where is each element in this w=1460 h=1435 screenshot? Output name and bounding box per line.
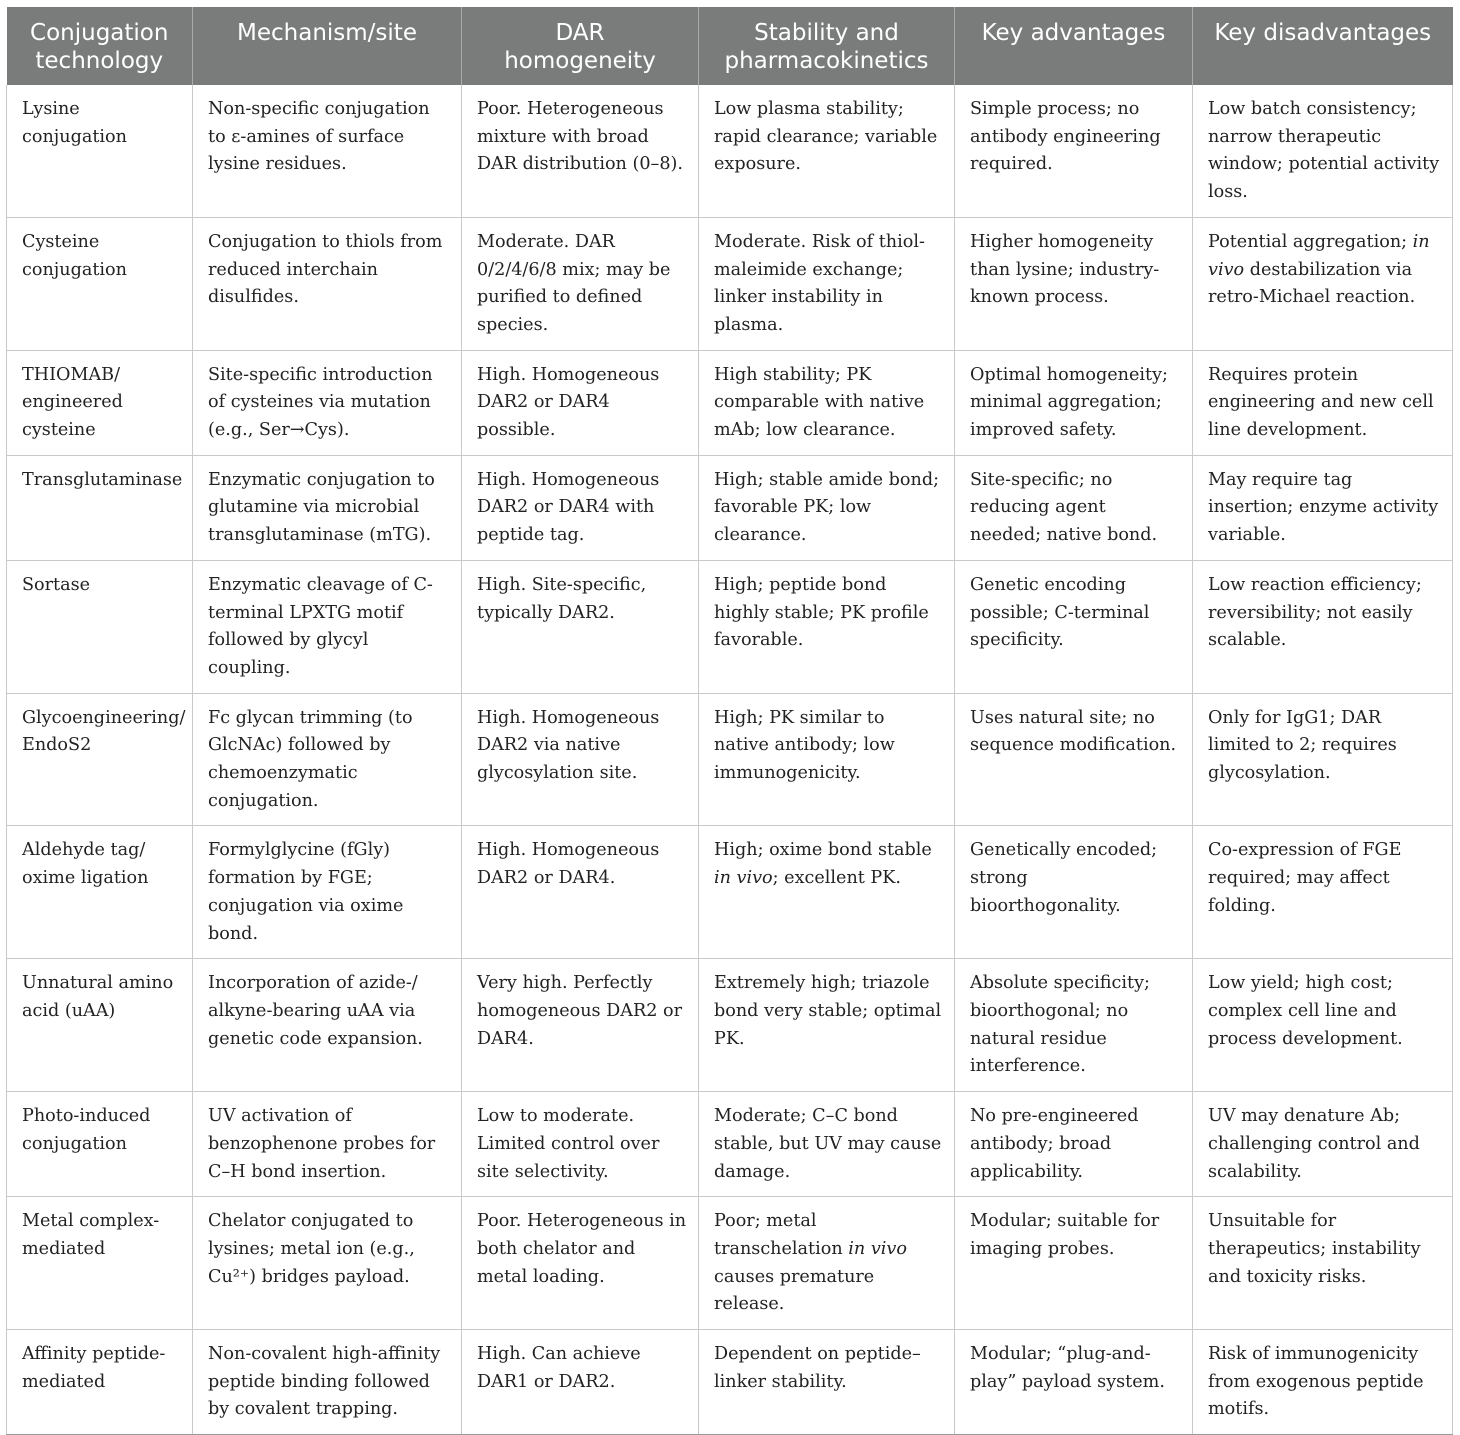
- cell-mechanism: Site-specific introduction of cysteines via mutation (e.g., Ser→Cys).: [193, 350, 462, 455]
- cell-stability: High; PK similar to native antibody; low immunogenicity.: [699, 693, 955, 826]
- cell-technology: Transglutaminase: [7, 455, 193, 560]
- cell-technology: Affinity peptide-mediated: [7, 1330, 193, 1435]
- table-body: [7, 85, 1453, 1435]
- cell-dar: Poor. Heterogeneous in both chelator and metal loading.: [462, 1197, 699, 1330]
- cell-stability: [699, 826, 955, 959]
- cell-advantages: Higher homogeneity than lysine; industry-known process.: [955, 217, 1193, 350]
- cell-technology: Unnatural amino acid (uAA): [7, 959, 193, 1092]
- table-row: [7, 1330, 1453, 1435]
- text-run: ; excellent PK.: [772, 868, 902, 889]
- cell-disadvantages: Low yield; high cost; complex cell line and process development.: [1193, 959, 1453, 1092]
- cell-stability: High stability; PK comparable with native mAb; low clearance.: [699, 350, 955, 455]
- cell-disadvantages: Requires protein engineering and new cell line development.: [1193, 350, 1453, 455]
- text-run: High; oxime bond stable: [714, 840, 932, 861]
- cell-disadvantages: Risk of immunogenicity from exogenous peptide motifs.: [1193, 1330, 1453, 1435]
- column-header-stability: Stability and pharmacokinetics: [699, 7, 955, 85]
- cell-mechanism: Formylglycine (fGly) formation by FGE; conjugation via oxime bond.: [193, 826, 462, 959]
- cell-disadvantages: Low batch consistency; narrow therapeutic window; potential activity loss.: [1193, 85, 1453, 217]
- table-row: [7, 560, 1453, 693]
- cell-stability: [699, 1197, 955, 1330]
- cell-advantages: Uses natural site; no sequence modification.: [955, 693, 1193, 826]
- cell-dar: High. Homogeneous DAR2 via native glycosylation site.: [462, 693, 699, 826]
- cell-technology: THIOMAB/ engineered cysteine: [7, 350, 193, 455]
- cell-disadvantages: Unsuitable for therapeutics; instability and toxicity risks.: [1193, 1197, 1453, 1330]
- cell-technology: Sortase: [7, 560, 193, 693]
- text-run: Potential aggregation;: [1208, 231, 1413, 252]
- cell-advantages: Site-specific; no reducing agent needed; native bond.: [955, 455, 1193, 560]
- table-row: [7, 693, 1453, 826]
- column-header-disadvantages: Key disadvantages: [1193, 7, 1453, 85]
- cell-technology: Metal complex-mediated: [7, 1197, 193, 1330]
- cell-dar: High. Homogeneous DAR2 or DAR4.: [462, 826, 699, 959]
- conjugation-technology-table: [6, 7, 1453, 1435]
- cell-technology: Cysteine conjugation: [7, 217, 193, 350]
- cell-dar: High. Site-specific, typically DAR2.: [462, 560, 699, 693]
- cell-dar: High. Homogeneous DAR2 or DAR4 with peptide tag.: [462, 455, 699, 560]
- table-row: [7, 1092, 1453, 1197]
- text-run: Poor; metal transchelation: [714, 1211, 849, 1259]
- column-header-dar: DAR homogeneity: [462, 7, 699, 85]
- column-header-mechanism: Mechanism/site: [193, 7, 462, 85]
- table-row: [7, 1197, 1453, 1330]
- text-run: destabilization via retro-Michael reaction.: [1208, 259, 1416, 308]
- cell-mechanism: Chelator conjugated to lysines; metal ion (e.g., Cu²⁺) bridges payload.: [193, 1197, 462, 1330]
- table-row: [7, 217, 1453, 350]
- text-run: causes premature release.: [714, 1266, 875, 1315]
- cell-stability: Low plasma stability; rapid clearance; variable exposure.: [699, 85, 955, 217]
- comparison-table-container: [6, 7, 1452, 1435]
- cell-advantages: Absolute specificity; bioorthogonal; no natural residue interference.: [955, 959, 1193, 1092]
- header-row: [7, 7, 1453, 85]
- cell-mechanism: Non-specific conjugation to ε-amines of surface lysine residues.: [193, 85, 462, 217]
- cell-technology: Lysine conjugation: [7, 85, 193, 217]
- table-row: [7, 826, 1453, 959]
- cell-dar: High. Can achieve DAR1 or DAR2.: [462, 1330, 699, 1435]
- cell-mechanism: UV activation of benzophenone probes for C–H bond insertion.: [193, 1092, 462, 1197]
- cell-mechanism: Enzymatic cleavage of C-terminal LPXTG motif followed by glycyl coupling.: [193, 560, 462, 693]
- cell-dar: Very high. Perfectly homogeneous DAR2 or DAR4.: [462, 959, 699, 1092]
- cell-dar: Moderate. DAR 0/2/4/6/8 mix; may be purified to defined species.: [462, 217, 699, 350]
- cell-mechanism: Enzymatic conjugation to glutamine via microbial transglutaminase (mTG).: [193, 455, 462, 560]
- cell-advantages: Simple process; no antibody engineering required.: [955, 85, 1193, 217]
- cell-disadvantages: UV may denature Ab; challenging control and scalability.: [1193, 1092, 1453, 1197]
- cell-stability: Extremely high; triazole bond very stable; optimal PK.: [699, 959, 955, 1092]
- column-header-advantages: Key advantages: [955, 7, 1193, 85]
- cell-mechanism: Fc glycan trimming (to GlcNAc) followed by chemoenzymatic conjugation.: [193, 693, 462, 826]
- cell-stability: Dependent on peptide–linker stability.: [699, 1330, 955, 1435]
- table-row: [7, 959, 1453, 1092]
- table-row: [7, 350, 1453, 455]
- italic-text: in vivo: [848, 1238, 907, 1259]
- column-header-technology: Conjugation technology: [7, 7, 193, 85]
- cell-technology: Photo-induced conjugation: [7, 1092, 193, 1197]
- cell-dar: Low to moderate. Limited control over site selectivity.: [462, 1092, 699, 1197]
- cell-stability: Moderate; C–C bond stable, but UV may cause damage.: [699, 1092, 955, 1197]
- cell-dar: High. Homogeneous DAR2 or DAR4 possible.: [462, 350, 699, 455]
- cell-mechanism: Non-covalent high-affinity peptide binding followed by covalent trapping.: [193, 1330, 462, 1435]
- cell-advantages: Optimal homogeneity; minimal aggregation; improved safety.: [955, 350, 1193, 455]
- cell-mechanism: Conjugation to thiols from reduced interchain disulfides.: [193, 217, 462, 350]
- table-header: [7, 7, 1453, 85]
- cell-stability: High; stable amide bond; favorable PK; low clearance.: [699, 455, 955, 560]
- cell-disadvantages: May require tag insertion; enzyme activity variable.: [1193, 455, 1453, 560]
- cell-technology: Glycoengineering/ EndoS2: [7, 693, 193, 826]
- cell-stability: High; peptide bond highly stable; PK profile favorable.: [699, 560, 955, 693]
- cell-advantages: Genetically encoded; strong bioorthogonality.: [955, 826, 1193, 959]
- cell-advantages: No pre-engineered antibody; broad applicability.: [955, 1092, 1193, 1197]
- table-row: [7, 85, 1453, 217]
- cell-mechanism: Incorporation of azide-/ alkyne-bearing uAA via genetic code expansion.: [193, 959, 462, 1092]
- cell-disadvantages: Co-expression of FGE required; may affect folding.: [1193, 826, 1453, 959]
- cell-disadvantages: [1193, 217, 1453, 350]
- cell-advantages: Genetic encoding possible; C-terminal specificity.: [955, 560, 1193, 693]
- cell-disadvantages: Only for IgG1; DAR limited to 2; requires glycosylation.: [1193, 693, 1453, 826]
- cell-stability: Moderate. Risk of thiol-maleimide exchange; linker instability in plasma.: [699, 217, 955, 350]
- cell-disadvantages: Low reaction efficiency; reversibility; not easily scalable.: [1193, 560, 1453, 693]
- cell-dar: Poor. Heterogeneous mixture with broad DAR distribution (0–8).: [462, 85, 699, 217]
- italic-text: in vivo: [1208, 231, 1430, 280]
- table-row: [7, 455, 1453, 560]
- cell-advantages: Modular; “plug-and-play” payload system.: [955, 1330, 1193, 1435]
- italic-text: in vivo: [714, 868, 773, 889]
- cell-technology: Aldehyde tag/ oxime ligation: [7, 826, 193, 959]
- cell-advantages: Modular; suitable for imaging probes.: [955, 1197, 1193, 1330]
